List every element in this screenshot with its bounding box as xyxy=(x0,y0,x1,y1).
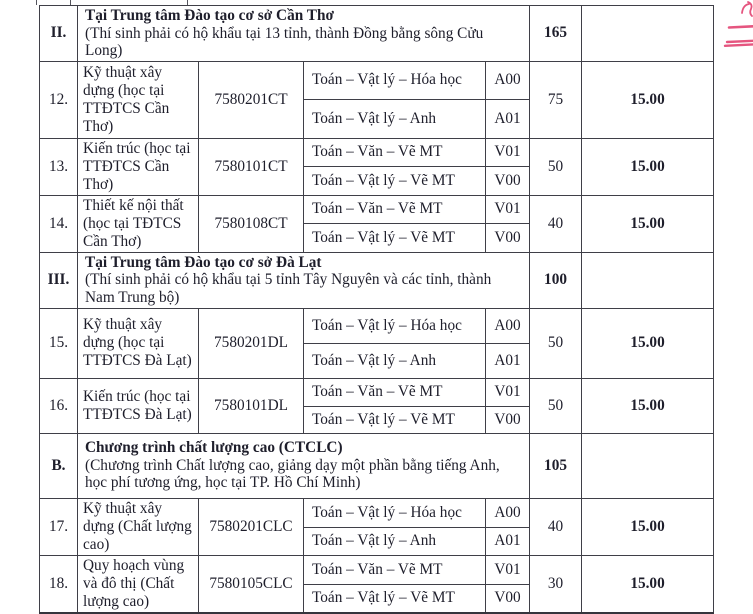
subject-combination: Toán – Vật lý – Hóa học xyxy=(304,498,486,527)
block-code: A01 xyxy=(486,99,530,138)
table-cut-line-stub xyxy=(36,0,37,5)
section-title: Chương trình chất lượng cao (CTCLC) xyxy=(85,439,343,457)
score-value: 15.00 xyxy=(582,138,714,195)
section-header xyxy=(78,6,530,62)
major-name: Kỹ thuật xây dựng (học tại TTĐTCS Đà Lạt) xyxy=(78,308,199,378)
section-number: III. xyxy=(40,252,78,308)
table-row xyxy=(40,195,714,224)
program-code: 7580108CT xyxy=(199,195,304,252)
block-code: A01 xyxy=(486,527,530,555)
row-number: 17. xyxy=(40,498,78,555)
block-code: V01 xyxy=(486,555,530,584)
quota-value: 40 xyxy=(530,195,582,252)
block-code: V00 xyxy=(486,406,530,433)
row-number: 18. xyxy=(40,555,78,613)
section-header xyxy=(78,433,530,498)
program-code: 7580101CT xyxy=(199,138,304,195)
section-note: (Chương trình Chất lượng cao, giảng dạy một phần bằng tiếng Anh, học phí tương ứng, học tại TP. Hồ Chí Minh) xyxy=(85,456,500,492)
block-code: V00 xyxy=(486,167,530,196)
score-value: 15.00 xyxy=(582,61,714,138)
program-code: 7580201CT xyxy=(199,61,304,138)
subject-combination: Toán – Vật lý – Hóa học xyxy=(304,61,486,99)
section-header xyxy=(78,252,530,308)
table-row xyxy=(40,6,714,62)
major-name: Quy hoạch vùng và đô thị (Chất lượng cao) xyxy=(78,555,199,613)
score-value: 15.00 xyxy=(582,555,714,613)
scanned-page xyxy=(39,5,714,614)
subject-combination: Toán – Vật lý – Anh xyxy=(304,343,486,378)
score-value: 15.00 xyxy=(582,195,714,252)
block-code: A00 xyxy=(486,308,530,343)
subject-combination: Toán – Văn – Vẽ MT xyxy=(304,555,486,584)
subject-combination: Toán – Vật lý – Vẽ MT xyxy=(304,406,486,433)
quota-value: 50 xyxy=(530,378,582,433)
table-row xyxy=(40,433,714,498)
row-number: 13. xyxy=(40,138,78,195)
major-name: Kiến trúc (học tại TTĐTCS Đà Lạt) xyxy=(78,378,199,433)
block-code: A00 xyxy=(486,61,530,99)
section-title: Tại Trung tâm Đào tạo cơ sở Cần Thơ xyxy=(85,7,334,24)
score-value: 15.00 xyxy=(582,308,714,378)
red-pen-annotation xyxy=(720,0,753,55)
major-name: Kỹ thuật xây dựng (Chất lượng cao) xyxy=(78,498,199,555)
section-number: B. xyxy=(40,433,78,498)
quota-value: 50 xyxy=(530,138,582,195)
score-value xyxy=(582,433,714,498)
table-row xyxy=(40,555,714,584)
subject-combination: Toán – Vật lý – Hóa học xyxy=(304,308,486,343)
row-number: 14. xyxy=(40,195,78,252)
section-title: Tại Trung tâm Đào tạo cơ sở Đà Lạt xyxy=(85,253,322,271)
block-code: V01 xyxy=(486,378,530,406)
score-value: 15.00 xyxy=(582,378,714,433)
quota-value: 30 xyxy=(530,555,582,613)
major-name: Kỹ thuật xây dựng (học tại TTĐTCS Cần Thơ) xyxy=(78,61,199,138)
quota-value: 165 xyxy=(530,6,582,62)
subject-combination: Toán – Văn – Vẽ MT xyxy=(304,195,486,224)
section-note: (Thí sinh phải có hộ khẩu tại 5 tỉnh Tây Nguyên và các tỉnh, thành Nam Trung bộ) xyxy=(85,271,492,306)
program-code: 7580201DL xyxy=(199,308,304,378)
block-code: A01 xyxy=(486,343,530,378)
subject-combination: Toán – Văn – Vẽ MT xyxy=(304,378,486,406)
quota-value: 100 xyxy=(530,252,582,308)
major-name: Thiết kế nội thất (học tại TĐTCS Cần Thơ) xyxy=(78,195,199,252)
table-row xyxy=(40,498,714,527)
quota-value: 40 xyxy=(530,498,582,555)
quota-value: 75 xyxy=(530,61,582,138)
table-row xyxy=(40,252,714,308)
block-code: V01 xyxy=(486,138,530,167)
table-row xyxy=(40,378,714,406)
subject-combination: Toán – Vật lý – Anh xyxy=(304,99,486,138)
subject-combination: Toán – Vật lý – Anh xyxy=(304,527,486,555)
program-code: 7580201CLC xyxy=(199,498,304,555)
row-number: 16. xyxy=(40,378,78,433)
score-value xyxy=(582,6,714,62)
block-code: V00 xyxy=(486,584,530,612)
block-code: V00 xyxy=(486,224,530,253)
quota-value: 50 xyxy=(530,308,582,378)
program-code: 7580101DL xyxy=(199,378,304,433)
table-row xyxy=(40,308,714,343)
admission-quota-table xyxy=(39,5,714,614)
subject-combination: Toán – Vật lý – Vẽ MT xyxy=(304,167,486,196)
section-number: II. xyxy=(40,6,78,62)
score-value: 15.00 xyxy=(582,498,714,555)
block-code: A00 xyxy=(486,498,530,527)
program-code: 7580105CLC xyxy=(199,555,304,613)
score-value xyxy=(582,252,714,308)
subject-combination: Toán – Vật lý – Vẽ MT xyxy=(304,224,486,253)
row-number: 15. xyxy=(40,308,78,378)
table-row xyxy=(40,61,714,99)
subject-combination: Toán – Vật lý – Vẽ MT xyxy=(304,584,486,612)
major-name: Kiến trúc (học tại TTĐTCS Cần Thơ) xyxy=(78,138,199,195)
row-number: 12. xyxy=(40,61,78,138)
subject-combination: Toán – Văn – Vẽ MT xyxy=(304,138,486,167)
quota-value: 105 xyxy=(530,433,582,498)
block-code: V01 xyxy=(486,195,530,224)
table-row xyxy=(40,138,714,167)
section-note: (Thí sinh phải có hộ khẩu tại 13 tỉnh, thành Đồng bằng sông Cửu Long) xyxy=(85,24,484,59)
